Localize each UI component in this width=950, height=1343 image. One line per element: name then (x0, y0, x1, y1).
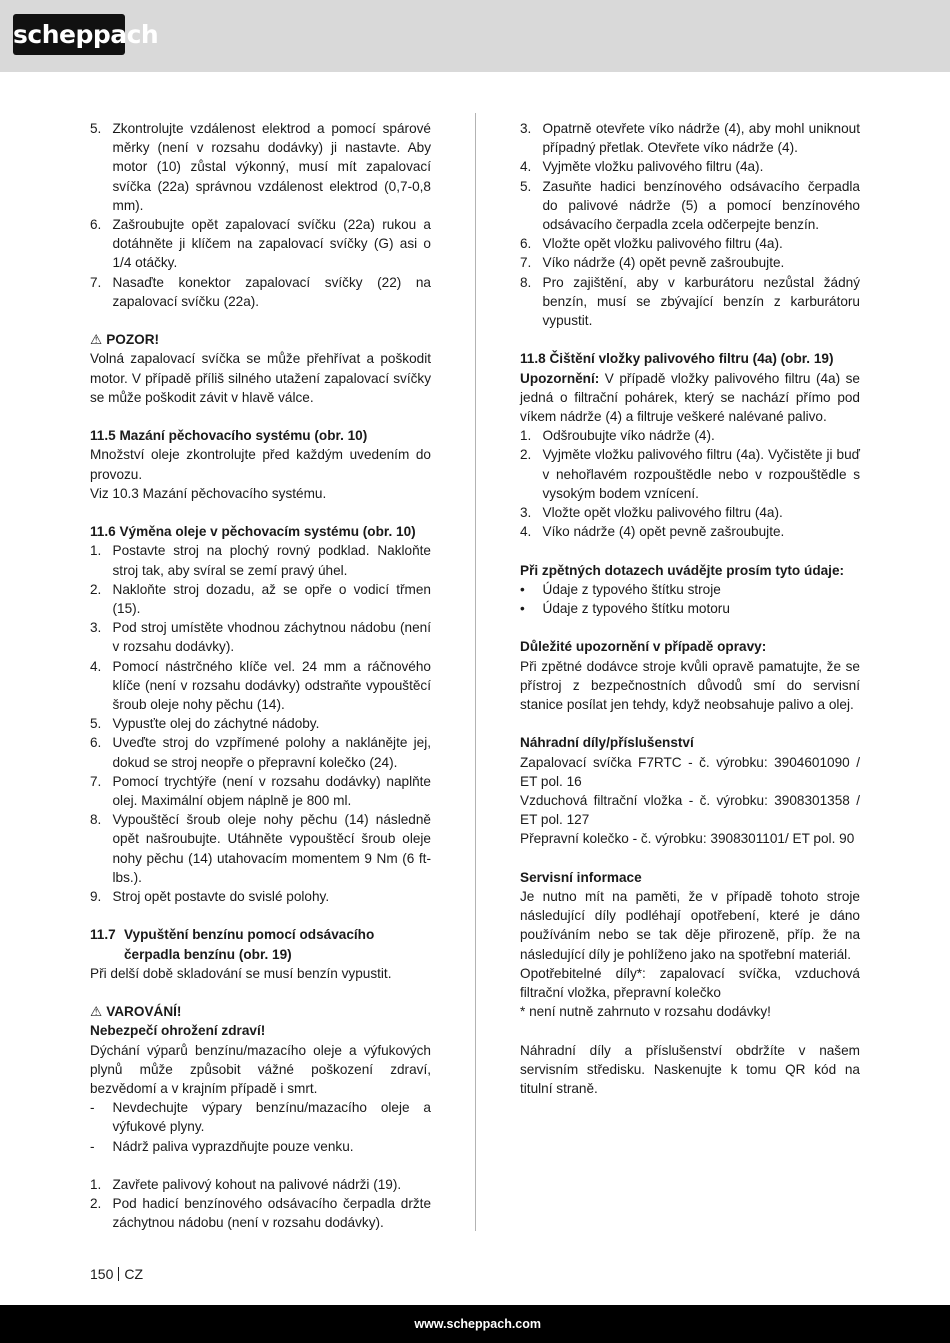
list-item (90, 1175, 431, 1194)
list-item-number: 8. (90, 812, 102, 828)
list-item-number: 3. (90, 620, 102, 636)
list-item-number: 2. (90, 581, 102, 597)
list-item-text: Nakloňte stroj dozadu, až se opře o vodicí třmen (15). (112, 581, 431, 617)
list-item-number: 2. (520, 447, 532, 463)
list-item (520, 234, 860, 253)
list-item-number: 5. (90, 716, 102, 732)
list-item-text: Víko nádrže (4) opět pevně zašroubujte. (542, 524, 785, 540)
parts-line: Zapalovací svíčka F7RTC - č. výrobku: 3904601090 / ET pol. 16 (520, 754, 860, 789)
list-item (520, 157, 860, 176)
list-item-number: 1. (520, 428, 532, 444)
parts-line: Vzduchová filtrační vložka - č. výrobku: 3908301358 / ET pol. 127 (520, 793, 860, 828)
oil-change-steps (90, 541, 431, 906)
warning-triangle-icon: ⚠ (90, 1004, 103, 1020)
page-number-separator (118, 1267, 119, 1281)
inquiries-bullets (520, 580, 860, 618)
list-item-text: Uveďte stroj do vzpřímené polohy a naklánějte jej, dokud se stroj neopře o přepravní kolečko (24). (112, 735, 431, 770)
list-item (90, 580, 431, 618)
list-item-number: 4. (520, 524, 532, 540)
list-item (90, 215, 431, 273)
list-item (90, 1194, 431, 1232)
list-item (90, 273, 431, 311)
list-item-text: Pomocí trychtýře (není v rozsahu dodávky) naplňte olej. Maximální objem náplně je 800 ml. (112, 773, 431, 809)
caution-text: Volná zapalovací svíčka se může přehřívat a poškodit motor. V případě příliš silného utažení zapalovací svíčky se může poškodit závit v hlavě válce. (90, 351, 431, 405)
list-item-text: Víko nádrže (4) opět pevně zašroubujte. (542, 255, 785, 271)
list-item-text: Zavřete palivový kohout na palivové nádrži (19). (112, 1177, 402, 1193)
section-heading-11-7-cont: čerpadla benzínu (obr. 19) (124, 946, 292, 962)
list-item (520, 503, 860, 522)
drain-steps-start (90, 1175, 431, 1233)
service-footnote: * není nutně zahrnuto v rozsahu dodávky! (520, 1004, 771, 1020)
list-item-number: 6. (90, 217, 102, 233)
note-text: V případě vložky palivového filtru (4a) se jedná o filtrační pohárek, který se nachází přímo pod víkem nádrže (4) a filtruje veškeré nalévané palivo. (520, 370, 860, 425)
section-text: Při delší době skladování se musí benzín vypustit. (90, 965, 392, 981)
inquiries-heading: Při zpětných dotazech uvádějte prosím tyto údaje: (520, 562, 845, 578)
list-item-text: Pod hadicí benzínového odsávacího čerpadla držte záchytnou nádobu (není v rozsahu dodávky). (112, 1196, 431, 1231)
list-item-text: Zašroubujte opět zapalovací svíčku (22a) rukou a dotáhněte ji klíčem na zapalovací svíčky (G) asi o 1/4 otáčky. (112, 217, 431, 271)
list-item-number: 6. (520, 236, 532, 252)
list-item (520, 253, 860, 272)
list-item (520, 445, 860, 503)
section-reference: Viz 10.3 Mazání pěchovacího systému. (90, 485, 327, 501)
repair-heading: Důležité upozornění v případě opravy: (520, 639, 767, 655)
right-column (520, 119, 860, 1098)
list-item-text: Stroj opět postavte do svislé polohy. (112, 889, 330, 905)
parts-line: Přepravní kolečko - č. výrobku: 3908301101/ ET pol. 90 (520, 831, 855, 847)
dash-marker: - (90, 1138, 95, 1154)
list-item (90, 772, 431, 810)
list-item (520, 119, 860, 157)
brand-logo: scheppach (13, 14, 125, 55)
list-item-text: Vypusťte olej do záchytné nádoby. (112, 716, 320, 732)
list-item-text: Zasuňte hadici benzínového odsávacího čerpadla do palivové nádrže (5) a pomocí benzínového odsávacího čerpadla zcela odčerpejte benzín. (542, 178, 860, 233)
bullet-marker: • (520, 581, 525, 597)
list-item (520, 273, 860, 331)
page-number-value: 150 (90, 1266, 114, 1282)
website-link[interactable]: www.scheppach.com (414, 1317, 541, 1331)
list-item-number: 6. (90, 735, 102, 751)
section-text: Množství oleje zkontrolujte před každým uvedením do provozu. (90, 447, 431, 482)
list-item-text: Zkontrolujte vzdálenost elektrod a pomocí spárové měrky (není v rozsahu dodávky) ji nastavte. Aby motor (10) zůstal výkonný, musí mít zapalovací svíčka (22a) správnou vzdálenost elektrod (0,7-0,8 mm). (112, 121, 431, 213)
list-item-text: Nádrž paliva vyprazdňujte pouze venku. (112, 1138, 354, 1154)
parts-heading: Náhradní díly/příslušenství (520, 735, 694, 751)
list-item-text: Odšroubujte víko nádrže (4). (542, 428, 715, 444)
list-item-text: Pro zajištění, aby v karburátoru nezůstal žádný benzín, musí se zbývající benzín z karburátoru vypustit. (542, 274, 860, 329)
list-item-text: Údaje z typového štítku motoru (542, 601, 730, 617)
left-column (90, 119, 431, 1233)
list-item (90, 618, 431, 656)
list-item-number: 3. (520, 121, 532, 136)
column-divider (475, 113, 476, 1231)
list-item-text: Vyjměte vložku palivového filtru (4a). (542, 159, 764, 175)
service-text: Opotřebitelné díly*: zapalovací svíčka, vzduchová filtrační vložka, přepravní kolečko (520, 965, 860, 1001)
language-code: CZ (124, 1266, 144, 1282)
list-item (90, 657, 431, 715)
list-item (90, 119, 431, 215)
service-heading: Servisní informace (520, 869, 642, 885)
warning-bullets (90, 1098, 431, 1156)
warning-title: ⚠ VAROVÁNÍ! (90, 1002, 431, 1021)
list-item (520, 599, 860, 618)
service-text: Náhradní díly a příslušenství obdržíte v našem servisním středisku. Naskenujte k tomu QR kód na titulní straně. (520, 1042, 860, 1097)
header-band (0, 0, 950, 72)
list-item (520, 177, 860, 235)
list-item-number: 7. (90, 274, 102, 290)
list-item (90, 714, 431, 733)
list-item-number: 5. (520, 178, 532, 194)
list-item-text: Postavte stroj na plochý rovný podklad. Nakloňte stroj tak, aby svíral se zemí pravý úhel. (112, 543, 431, 578)
list-item-number: 5. (90, 121, 102, 136)
dash-marker: - (90, 1100, 95, 1116)
list-item (520, 522, 860, 541)
list-item-text: Vložte opět vložku palivového filtru (4a). (542, 236, 783, 252)
list-item-text: Vyjměte vložku palivového filtru (4a). Vyčistěte ji buď v nehořlavém rozpouštědle nebo v rozpouštědle s vysokým bodem vznícení. (542, 447, 860, 501)
list-item-number: 4. (90, 658, 102, 674)
list-item (90, 541, 431, 579)
list-item-number: 7. (90, 773, 102, 789)
section-heading-11-7: 11.7 Vypuštění benzínu pomocí odsávacího (90, 927, 375, 943)
list-item-number: 2. (90, 1196, 102, 1212)
list-item-text: Pod stroj umístěte vhodnou záchytnou nádobu (není v rozsahu dodávky). (112, 620, 431, 655)
footer-band (0, 1305, 950, 1343)
list-item-number: 1. (90, 1177, 102, 1193)
list-item-text: Opatrně otevřete víko nádrže (4), aby mohl uniknout případný přetlak. Otevřete víko nádrže (4). (542, 121, 860, 156)
steps-list-top (90, 119, 431, 311)
list-item-text: Vypouštěcí šroub oleje nohy pěchu (14) následně opět našroubujte. Utáhněte vypouštěcí šroub oleje nohy pěchu (14) utahovacím momentem 9 Nm (6 ft-lbs.). (112, 812, 431, 885)
section-heading-11-6: 11.6 Výměna oleje v pěchovacím systému (obr. 10) (90, 524, 416, 540)
bullet-marker: • (520, 601, 525, 617)
list-item-number: 9. (90, 889, 102, 905)
list-item (90, 1098, 431, 1136)
filter-note (520, 369, 860, 427)
repair-text: Při zpětné dodávce stroje kvůli opravě pamatujte, že se přístroj z bezpečnostních důvodů smí do servisní stanice posílat jen tehdy, když neobsahuje palivo a olej. (520, 658, 860, 713)
filter-cleaning-steps (520, 426, 860, 541)
list-item-text: Vložte opět vložku palivového filtru (4a). (542, 505, 783, 521)
list-item (520, 580, 860, 599)
service-text: Je nutno mít na paměti, že v případě tohoto stroje následující díly podléhají opotřebení, které je dáno používáním nebo se tak děje přirozeně, příp. že na následující díly je pohlíženo jako na spotřební materiál. (520, 889, 860, 962)
list-item-text: Pomocí nástrčného klíče vel. 24 mm a ráčnového klíče (není v rozsahu dodávky) odstraňte vypouštěcí šroub oleje nohy pěchu (14). (112, 658, 431, 713)
list-item (90, 733, 431, 771)
list-item-text: Nasaďte konektor zapalovací svíčky (22) na zapalovací svíčku (22a). (112, 274, 431, 309)
list-item (520, 426, 860, 445)
section-heading-11-8: 11.8 Čištění vložky palivového filtru (4a) (obr. 19) (520, 351, 834, 367)
list-item (90, 810, 431, 887)
caution-title: ⚠ POZOR! (90, 330, 431, 349)
warning-subtitle: Nebezpečí ohrožení zdraví! (90, 1023, 266, 1039)
list-item-number: 1. (90, 543, 102, 559)
list-item-text: Údaje z typového štítku stroje (542, 581, 721, 597)
list-item (90, 1137, 431, 1156)
list-item-number: 4. (520, 159, 532, 175)
warning-text: Dýchání výparů benzínu/mazacího oleje a výfukových plynů může způsobit vážné poškození zdraví, bezvědomí a v krajním případě i smrt. (90, 1042, 431, 1097)
list-item (90, 887, 431, 906)
list-item-text: Nevdechujte výpary benzínu/mazacího oleje a výfukové plyny. (112, 1100, 431, 1135)
note-label: Upozornění: (520, 370, 600, 386)
warning-triangle-icon: ⚠ (90, 332, 103, 348)
section-heading-11-5: 11.5 Mazání pěchovacího systému (obr. 10) (90, 428, 368, 444)
page-number (90, 1264, 143, 1284)
list-item-number: 7. (520, 255, 532, 271)
list-item-number: 3. (520, 505, 532, 521)
drain-steps-continued (520, 119, 860, 330)
list-item-number: 8. (520, 274, 532, 290)
